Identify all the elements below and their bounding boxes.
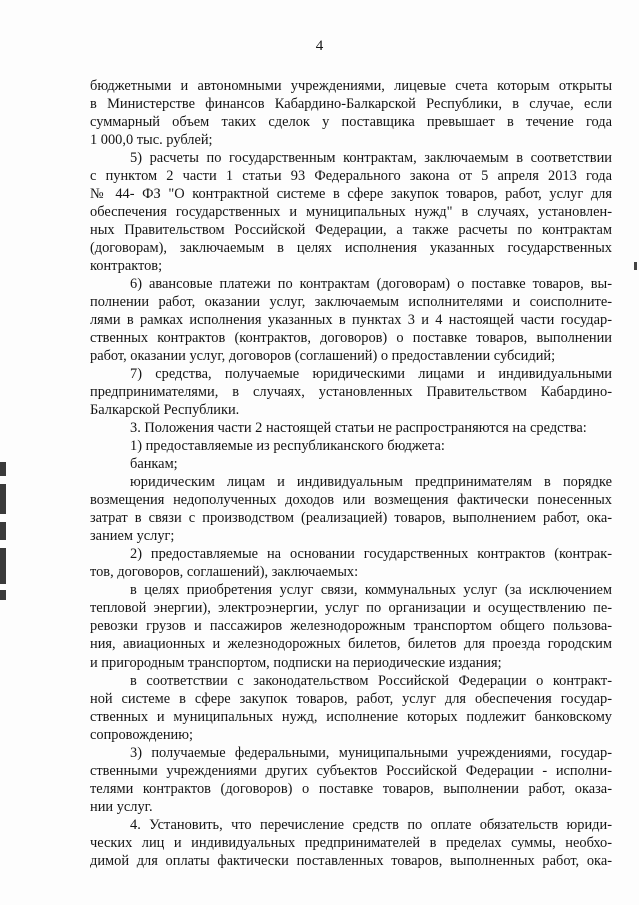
text-line: 7) средства, получаемые юридическими лицами и индивидуальными	[130, 366, 612, 383]
text-line: в соответствии с законодательством Российской Федерации о контракт-	[130, 672, 612, 689]
text-line: полнении работ, оказании услуг, заключаемым исполнителями и соисполните-	[90, 294, 612, 311]
text-line: в целях приобретения услуг связи, коммунальных услуг (за исключением	[130, 582, 612, 599]
text-line: суммарный объем таких сделок у поставщика превышает в течение года	[90, 114, 612, 131]
text-line: предпринимателями, в случаях, установленных Правительством Кабардино-	[90, 384, 612, 401]
text-line: лями в рамках исполнения указанных в пунктах 3 и 4 настоящей части государ-	[90, 312, 612, 329]
text-line: 2) предоставляемые на основании государственных контрактов (контрак-	[130, 546, 612, 563]
text-line: 6) авансовые платежи по контрактам (договорам) о поставке товаров, вы-	[130, 276, 612, 293]
text-line: 4. Установить, что перечисление средств по оплате обязательств юриди-	[130, 816, 612, 833]
text-line: ных Правительством Российской Федерации, а также расчеты по контрактам	[90, 222, 612, 239]
text-line: 1 000,0 тыс. рублей;	[90, 132, 213, 149]
text-line: тов, договоров, соглашений), заключаемых:	[90, 564, 359, 581]
text-line: возмещения недополученных доходов или возмещения фактически понесенных	[90, 492, 612, 509]
text-line: в Министерстве финансов Кабардино-Балкарской Республики, в случае, если	[90, 96, 612, 113]
text-line: 3. Положения части 2 настоящей статьи не распространяются на средства:	[130, 420, 587, 437]
scan-binding-mark	[0, 462, 7, 602]
document-body	[90, 77, 612, 870]
text-line: ной системе в сфере закупок товаров, работ, услуг для обеспечения государ-	[90, 690, 612, 707]
text-line: тепловой энергии), электроэнергии, услуг по организации и осуществлению пе-	[90, 600, 612, 617]
text-line: банкам;	[130, 456, 178, 473]
text-line: (договорам), заключаемым в целях исполнения указанных государственных	[90, 240, 612, 257]
text-line: нии услуг.	[90, 798, 153, 815]
text-line: ственных контрактов (контрактов, договоров) о поставке товаров, выполнении	[90, 330, 612, 347]
text-line: димой для оплаты фактически поставленных товаров, выполненных работ, ока-	[90, 852, 612, 869]
text-line: занием услуг;	[90, 528, 175, 545]
scan-edge-mark	[634, 262, 637, 270]
text-line: 5) расчеты по государственным контрактам, заключаемым в соответствии	[130, 150, 612, 167]
text-line: затрат в связи с производством (реализацией) товаров, выполнением работ, ока-	[90, 510, 612, 527]
text-line: с пунктом 2 части 1 статьи 93 Федерального закона от 5 апреля 2013 года	[90, 168, 612, 185]
page-number: 4	[315, 38, 324, 54]
text-line: бюджетными и автономными учреждениями, лицевые счета которым открыты	[90, 78, 612, 94]
text-line: ственными учреждениями других субъектов Российской Федерации - исполни-	[90, 762, 612, 779]
text-line: № 44- ФЗ "О контрактной системе в сфере закупок товаров, работ, услуг для	[90, 186, 612, 203]
text-line: 3) получаемые федеральными, муниципальными учреждениями, государ-	[130, 744, 612, 761]
text-line: телями контрактов (договоров) о поставке товаров, выполнении работ, оказа-	[90, 780, 612, 797]
text-line: ния, авиационных и железнодорожных билетов, билетов для проезда городским	[90, 636, 612, 653]
text-line: контрактов;	[90, 258, 163, 275]
text-line: обеспечения государственных и муниципальных нужд" в случаях, установлен-	[90, 204, 612, 221]
text-line: сопровождению;	[90, 726, 194, 743]
text-line: работ, оказании услуг, договоров (соглашений) о предоставлении субсидий;	[90, 348, 556, 365]
text-line: юридическим лицам и индивидуальным предпринимателям в порядке	[130, 474, 612, 491]
text-line: 1) предоставляемые из республиканского бюджета:	[130, 438, 445, 455]
text-line: ственных и муниципальных нужд, исполнение которых подлежит банковскому	[90, 708, 612, 725]
text-line: Балкарской Республики.	[90, 402, 240, 419]
text-line: ревозки грузов и пассажиров железнодорожным транспортом общего пользова-	[90, 618, 612, 635]
text-line: ческих лиц и индивидуальных предпринимателей в пределах суммы, необхо-	[90, 834, 612, 851]
text-line: и пригородным транспортом, подписки на периодические издания;	[90, 654, 502, 671]
